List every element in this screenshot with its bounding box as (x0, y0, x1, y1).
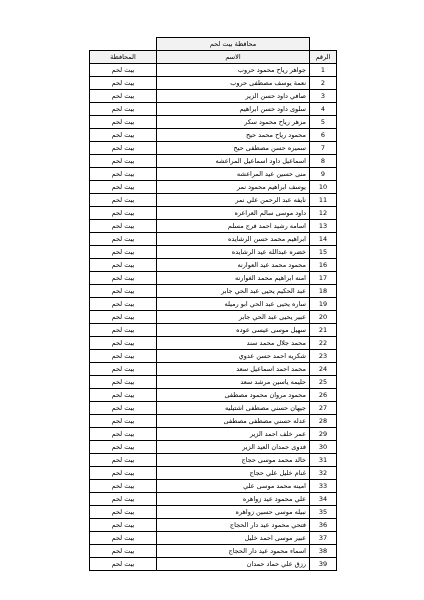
row-name: مزهر رياح محمود سكر (157, 116, 310, 129)
table-row (90, 493, 337, 506)
row-governorate: بيت لحم (90, 558, 157, 571)
row-number: 16 (310, 259, 337, 272)
row-governorate: بيت لحم (90, 285, 157, 298)
row-name: سلوى داود حسن ابراهيم (157, 103, 310, 116)
row-name: عبد الحكيم يحيى عبد الحي جابر (157, 285, 310, 298)
row-number: 6 (310, 129, 337, 142)
table-row (90, 428, 337, 441)
row-name: محمود محمد عيد العوارنه (157, 259, 310, 272)
row-name: سميره حسن مصطفى حيح (157, 142, 310, 155)
row-number: 35 (310, 506, 337, 519)
row-name: جواهر رياح محمود حروب (157, 64, 310, 77)
row-number: 4 (310, 103, 337, 116)
table-row (90, 116, 337, 129)
table-row (90, 480, 337, 493)
table-row (90, 181, 337, 194)
row-governorate: بيت لحم (90, 441, 157, 454)
row-name: محمود رياح محمد حيح (157, 129, 310, 142)
row-number: 2 (310, 77, 337, 90)
row-name: داود موسى سالم العراعره (157, 207, 310, 220)
row-name: محمد جلال محمد سند (157, 337, 310, 350)
row-governorate: بيت لحم (90, 467, 157, 480)
row-governorate: بيت لحم (90, 77, 157, 90)
row-name: غنام خليل علي حجاج (157, 467, 310, 480)
row-number: 3 (310, 90, 337, 103)
row-name: عبير موسى احمد خليل (157, 532, 310, 545)
row-governorate: بيت لحم (90, 272, 157, 285)
row-governorate: بيت لحم (90, 337, 157, 350)
row-governorate: بيت لحم (90, 324, 157, 337)
row-name: منى حسين عيد المراعشه (157, 168, 310, 181)
row-number: 34 (310, 493, 337, 506)
table-row (90, 363, 337, 376)
table-row (90, 246, 337, 259)
row-governorate: بيت لحم (90, 454, 157, 467)
row-name: علي محمود عيد زواهره (157, 493, 310, 506)
row-governorate: بيت لحم (90, 155, 157, 168)
row-name: رزق علي حماد حمدان (157, 558, 310, 571)
table-row (90, 207, 337, 220)
row-governorate: بيت لحم (90, 233, 157, 246)
row-name: ساره يحيى عبد الحي ابو رميله (157, 298, 310, 311)
row-number: 25 (310, 376, 337, 389)
row-governorate: بيت لحم (90, 129, 157, 142)
table-row (90, 519, 337, 532)
column-header-number: الرقم (310, 51, 337, 64)
table-row (90, 324, 337, 337)
table-row (90, 532, 337, 545)
table-row (90, 415, 337, 428)
row-number: 19 (310, 298, 337, 311)
column-header-name: الاسم (157, 51, 310, 64)
row-name: ابراهيم محمد حسن الرشايده (157, 233, 310, 246)
row-governorate: بيت لحم (90, 545, 157, 558)
table-row (90, 168, 337, 181)
row-name: محمد احمد اسماعيل سعد (157, 363, 310, 376)
header-row (90, 51, 337, 64)
row-governorate: بيت لحم (90, 363, 157, 376)
table-title: محافظة بيت لحم (157, 38, 310, 51)
row-governorate: بيت لحم (90, 415, 157, 428)
row-number: 31 (310, 454, 337, 467)
row-number: 18 (310, 285, 337, 298)
table-row (90, 64, 337, 77)
row-number: 27 (310, 402, 337, 415)
row-name: فدوى حمدان العيد الزير (157, 441, 310, 454)
row-number: 26 (310, 389, 337, 402)
row-governorate: بيت لحم (90, 116, 157, 129)
row-governorate: بيت لحم (90, 207, 157, 220)
row-governorate: بيت لحم (90, 389, 157, 402)
row-number: 5 (310, 116, 337, 129)
row-name: شكريه احمد حسن عدوي (157, 350, 310, 363)
row-number: 23 (310, 350, 337, 363)
table-row (90, 233, 337, 246)
row-name: عبير يحيى عبد الحي جابر (157, 311, 310, 324)
row-governorate: بيت لحم (90, 90, 157, 103)
row-governorate: بيت لحم (90, 168, 157, 181)
row-governorate: بيت لحم (90, 298, 157, 311)
row-governorate: بيت لحم (90, 519, 157, 532)
table-row (90, 506, 337, 519)
row-governorate: بيت لحم (90, 194, 157, 207)
table-row (90, 545, 337, 558)
row-number: 8 (310, 155, 337, 168)
table-row (90, 77, 337, 90)
row-number: 36 (310, 519, 337, 532)
row-number: 1 (310, 64, 337, 77)
table-row (90, 376, 337, 389)
table-row (90, 142, 337, 155)
row-name: سهيل موسى عيسى عوده (157, 324, 310, 337)
row-name: نعمة يوسف مصطفى حروب (157, 77, 310, 90)
row-governorate: بيت لحم (90, 246, 157, 259)
table-row (90, 220, 337, 233)
spreadsheet-page (89, 37, 337, 571)
row-number: 7 (310, 142, 337, 155)
row-name: عدله حسني مصطفى مصطفى (157, 415, 310, 428)
row-name: صافي داود حسن الزير (157, 90, 310, 103)
table-row (90, 155, 337, 168)
row-number: 33 (310, 480, 337, 493)
beneficiaries-table (89, 37, 337, 571)
table-row (90, 129, 337, 142)
row-number: 10 (310, 181, 337, 194)
row-governorate: بيت لحم (90, 311, 157, 324)
row-governorate: بيت لحم (90, 220, 157, 233)
table-row (90, 558, 337, 571)
row-governorate: بيت لحم (90, 493, 157, 506)
row-name: نبيله موسى حسين زواهره (157, 506, 310, 519)
table-row (90, 402, 337, 415)
row-name: اسامه رشيد احمد فرج مسلم (157, 220, 310, 233)
row-name: جيهان حسني مصطفى اشتيليه (157, 402, 310, 415)
table-row (90, 285, 337, 298)
row-governorate: بيت لحم (90, 142, 157, 155)
row-number: 24 (310, 363, 337, 376)
row-number: 37 (310, 532, 337, 545)
row-number: 38 (310, 545, 337, 558)
table-row (90, 259, 337, 272)
table-row (90, 103, 337, 116)
table-row (90, 467, 337, 480)
row-name: محمود مروان محمود مصطفى (157, 389, 310, 402)
row-name: خالد محمد موسى حجاج (157, 454, 310, 467)
row-number: 29 (310, 428, 337, 441)
row-governorate: بيت لحم (90, 103, 157, 116)
row-name: اسماء محمود عيد دار الحجاج (157, 545, 310, 558)
table-row (90, 454, 337, 467)
row-number: 22 (310, 337, 337, 350)
table-row (90, 90, 337, 103)
row-number: 11 (310, 194, 337, 207)
row-governorate: بيت لحم (90, 259, 157, 272)
row-number: 28 (310, 415, 337, 428)
row-number: 32 (310, 467, 337, 480)
row-number: 15 (310, 246, 337, 259)
column-header-governorate: المحافظة (90, 51, 157, 64)
table-row (90, 389, 337, 402)
table-row (90, 272, 337, 285)
row-name: امينه محمد موسى علي (157, 480, 310, 493)
row-governorate: بيت لحم (90, 181, 157, 194)
row-governorate: بيت لحم (90, 428, 157, 441)
row-governorate: بيت لحم (90, 506, 157, 519)
table-row (90, 194, 337, 207)
row-name: يوسف ابراهيم محمود نمر (157, 181, 310, 194)
row-name: اسماعيل داود اسماعيل المراعشه (157, 155, 310, 168)
row-number: 9 (310, 168, 337, 181)
row-number: 14 (310, 233, 337, 246)
table-row (90, 337, 337, 350)
row-governorate: بيت لحم (90, 64, 157, 77)
table-row (90, 311, 337, 324)
row-number: 12 (310, 207, 337, 220)
table-row (90, 441, 337, 454)
row-name: حليمه ياسين مرشد سعد (157, 376, 310, 389)
row-governorate: بيت لحم (90, 350, 157, 363)
row-number: 20 (310, 311, 337, 324)
row-governorate: بيت لحم (90, 480, 157, 493)
row-number: 39 (310, 558, 337, 571)
row-number: 30 (310, 441, 337, 454)
table-row (90, 298, 337, 311)
row-governorate: بيت لحم (90, 402, 157, 415)
row-name: امنه ابراهيم محمد الغوارنه (157, 272, 310, 285)
title-row (90, 38, 337, 51)
row-name: نايفه عبد الرحمن علي نمر (157, 194, 310, 207)
row-name: عمر خلف احمد الزير (157, 428, 310, 441)
row-number: 17 (310, 272, 337, 285)
row-governorate: بيت لحم (90, 376, 157, 389)
row-governorate: بيت لحم (90, 532, 157, 545)
table-row (90, 350, 337, 363)
row-number: 13 (310, 220, 337, 233)
row-number: 21 (310, 324, 337, 337)
row-name: خضره عبدالله عيد الرشايده (157, 246, 310, 259)
row-name: فتحي محمود عيد دار الحجاج (157, 519, 310, 532)
